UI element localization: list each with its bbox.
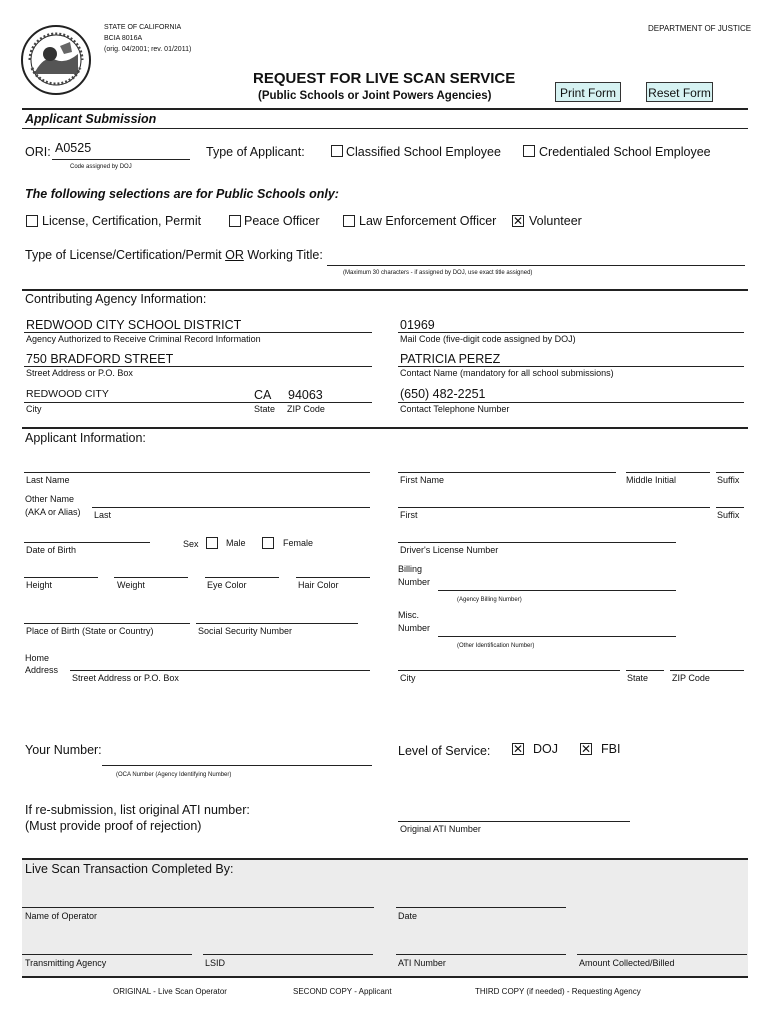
divider [22,128,748,129]
agency-underline [24,332,372,333]
level-of-service-label: Level of Service: [398,744,491,758]
alias-first-field[interactable] [398,507,710,508]
home-label: Home [25,653,50,663]
weight-field[interactable] [114,577,188,578]
street-caption: Street Address or P.O. Box [26,368,133,378]
divider [22,976,748,978]
doj-checkbox[interactable] [512,743,524,755]
volunteer-checkbox[interactable] [512,215,524,227]
state-seal [20,24,92,96]
footer-second-copy: SECOND COPY - Applicant [293,987,392,996]
home-street-field[interactable] [70,670,370,671]
street-field[interactable]: 750 BRADFORD STREET [26,352,174,366]
classified-checkbox[interactable] [331,145,343,157]
place-of-birth-label: Place of Birth (State or Country) [26,626,154,636]
rejection-label: (Must provide proof of rejection) [25,819,202,833]
law-enforcement-label: Law Enforcement Officer [359,214,497,228]
lsid-label: LSID [205,958,226,968]
suffix-label: Suffix [717,475,740,485]
female-label: Female [283,538,314,548]
live-scan-heading: Live Scan Transaction Completed By: [25,862,234,876]
check-mark-icon: ✕ [513,214,524,228]
ori-field[interactable]: A0525 [55,141,92,155]
home-zip-field[interactable] [670,670,744,671]
phone-underline [398,402,744,403]
peace-officer-label: Peace Officer [244,214,320,228]
form-title: REQUEST FOR LIVE SCAN SERVICE [253,70,516,87]
home-city-field[interactable] [398,670,620,671]
misc-number-field[interactable] [438,636,676,637]
applicant-heading: Applicant Information: [25,431,146,445]
license-type-caption: (Maximum 30 characters - if assigned by DOJ, use exact title assigned) [343,270,533,276]
ori-label: ORI: [25,145,51,159]
other-name-label: Other Name [25,494,75,504]
amount-label: Amount Collected/Billed [579,958,675,968]
female-checkbox[interactable] [262,537,274,549]
eye-color-label: Eye Color [207,580,247,590]
doj-label: DOJ [533,742,558,756]
home-street-label: Street Address or P.O. Box [72,673,179,683]
zip-caption: ZIP Code [287,404,325,414]
mail-code-caption: Mail Code (five-digit code assigned by DOJ) [400,334,576,344]
license-type-field[interactable] [327,265,745,266]
weight-label: Weight [117,580,145,590]
original-ati-label: Original ATI Number [400,824,481,834]
alias-last-field[interactable] [92,507,370,508]
footer-original: ORIGINAL - Live Scan Operator [113,987,227,996]
place-of-birth-field[interactable] [24,623,190,624]
billing-caption: (Agency Billing Number) [457,597,522,603]
home-state-field[interactable] [626,670,664,671]
contact-caption: Contact Name (mandatory for all school submissions) [400,368,614,378]
oca-caption: (OCA Number (Agency Identifying Number) [116,772,232,778]
state-field[interactable]: CA [254,388,272,402]
phone-caption: Contact Telephone Number [400,404,510,414]
peace-officer-checkbox[interactable] [229,215,241,227]
ati-number-label: ATI Number [398,958,446,968]
hair-color-label: Hair Color [298,580,339,590]
misc-number-label: Number [398,623,431,633]
credentialed-label: Credentialed School Employee [539,145,711,159]
home-zip-label: ZIP Code [672,673,710,683]
your-number-label: Your Number: [25,743,102,757]
fbi-label: FBI [601,742,621,756]
suffix-field[interactable] [716,472,744,473]
city-underline [24,402,372,403]
middle-initial-label: Middle Initial [626,475,677,485]
alias-suffix-label: Suffix [717,510,740,520]
middle-initial-field[interactable] [626,472,710,473]
divider [22,858,748,860]
revision: (orig. 04/2001; rev. 01/2011) [104,46,192,53]
agency-field[interactable]: REDWOOD CITY SCHOOL DISTRICT [26,318,242,332]
reset-form-button[interactable]: Reset Form [646,82,713,102]
lsid-field[interactable] [203,954,373,955]
alias-last-label: Last [94,510,112,520]
license-type-label: Type of License/Certification/Permit OR Working Title: [25,248,323,262]
operator-label: Name of Operator [25,911,98,921]
first-name-label: First Name [400,475,445,485]
classified-label: Classified School Employee [346,145,501,159]
misc-caption: (Other Identification Number) [457,643,535,649]
applicant-submission-heading: Applicant Submission [25,112,157,126]
credentialed-checkbox[interactable] [523,145,535,157]
fbi-checkbox[interactable] [580,743,592,755]
contact-field[interactable]: PATRICIA PEREZ [400,352,501,366]
print-form-button[interactable]: Print Form [555,82,621,102]
license-checkbox[interactable] [26,215,38,227]
license-label: License, Certification, Permit [42,214,202,228]
department-label: DEPARTMENT OF JUSTICE [648,24,752,33]
state-label: STATE OF CALIFORNIA [104,24,182,31]
first-name-field[interactable] [398,472,616,473]
law-enforcement-checkbox[interactable] [343,215,355,227]
mail-code-field[interactable]: 01969 [400,318,435,332]
original-ati-field[interactable] [398,821,630,822]
height-label: Height [26,580,53,590]
last-name-field[interactable] [24,472,370,473]
date-field[interactable] [396,907,566,908]
home-city-label: City [400,673,416,683]
billing-label: Billing [398,564,423,574]
form-id: BCIA 8016A [104,35,143,42]
dob-field[interactable] [24,542,150,543]
mail-code-underline [398,332,744,333]
ssn-field[interactable] [196,623,358,624]
contact-underline [398,366,744,367]
ori-caption: Code assigned by DOJ [70,164,132,170]
height-field[interactable] [24,577,98,578]
your-number-field[interactable] [102,765,372,766]
alias-suffix-field[interactable] [716,507,744,508]
male-label: Male [226,538,246,548]
street-underline [24,366,372,367]
divider [22,427,748,429]
ori-underline [52,159,190,160]
transmitting-agency-label: Transmitting Agency [25,958,107,968]
contributing-heading: Contributing Agency Information: [25,292,207,306]
phone-field[interactable]: (650) 482-2251 [400,387,486,401]
hair-color-field[interactable] [296,577,370,578]
city-caption: City [26,404,42,414]
check-mark-icon: ✕ [513,742,524,756]
address-label: Address [25,665,59,675]
volunteer-label: Volunteer [529,214,582,228]
divider [22,289,748,291]
drivers-license-label: Driver's License Number [400,545,499,555]
billing-number-field[interactable] [438,590,676,591]
city-field[interactable]: REDWOOD CITY [26,388,109,400]
zip-field[interactable]: 94063 [288,388,323,402]
divider [22,108,748,110]
dob-label: Date of Birth [26,545,77,555]
operator-field[interactable] [22,907,374,908]
type-of-applicant-label: Type of Applicant: [206,145,305,159]
public-schools-heading: The following selections are for Public Schools only: [25,187,339,201]
amount-field[interactable] [577,954,747,955]
male-checkbox[interactable] [206,537,218,549]
sex-label: Sex [183,539,199,549]
footer-third-copy: THIRD COPY (if needed) - Requesting Agency [475,987,641,996]
misc-label: Misc. [398,610,419,620]
agency-caption: Agency Authorized to Receive Criminal Record Information [26,334,261,344]
check-mark-icon: ✕ [581,742,592,756]
eye-color-field[interactable] [205,577,279,578]
drivers-license-field[interactable] [398,542,676,543]
resubmission-label: If re-submission, list original ATI number: [25,803,250,817]
billing-number-label: Number [398,577,431,587]
home-state-label: State [627,673,649,683]
state-caption: State [254,404,276,414]
alias-label: (AKA or Alias) [25,507,81,517]
ati-number-field[interactable] [396,954,566,955]
date-label: Date [398,911,418,921]
last-name-label: Last Name [26,475,70,485]
form-subtitle: (Public Schools or Joint Powers Agencies) [258,90,492,102]
transmitting-agency-field[interactable] [22,954,192,955]
alias-first-label: First [400,510,418,520]
ssn-label: Social Security Number [198,626,293,636]
